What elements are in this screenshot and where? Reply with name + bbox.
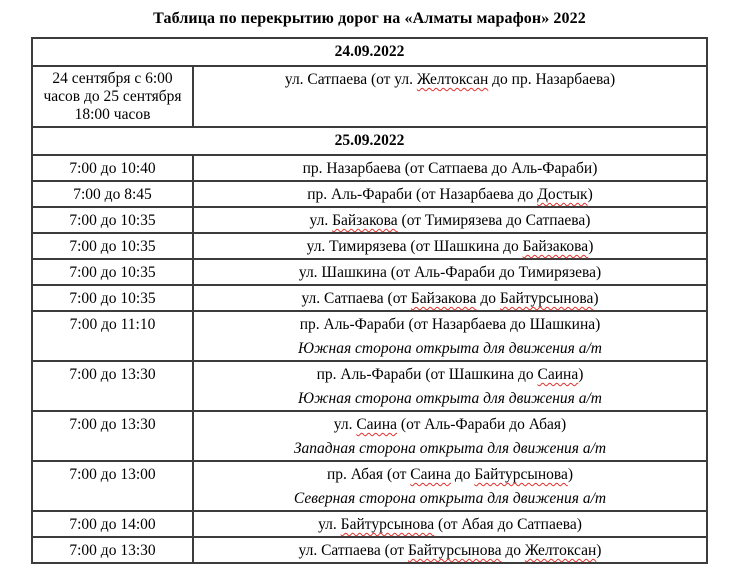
page-title: Таблица по перекрытию дорог на «Алматы марафон» 2022 bbox=[153, 10, 586, 27]
time-cell: 7:00 до 13:30 bbox=[33, 538, 194, 562]
road-text bbox=[198, 365, 702, 384]
open-side-note: Западная сторона открыта для движения а/т bbox=[293, 440, 607, 457]
time-cell: 7:00 до 8:45 bbox=[33, 182, 194, 206]
misspelled-word: Байзакова bbox=[522, 238, 589, 255]
misspelled-word: Байзакова bbox=[410, 290, 477, 307]
time-cell: 7:00 до 13:00 bbox=[33, 462, 194, 510]
road-text-segment: ул. bbox=[333, 416, 357, 433]
table-row bbox=[33, 460, 706, 510]
road-text-segment: до bbox=[501, 542, 525, 559]
table-row bbox=[33, 410, 706, 460]
misspelled-word: Байтурсынова bbox=[340, 516, 435, 533]
road-text-segment: ) bbox=[588, 238, 594, 255]
table-row bbox=[33, 310, 706, 360]
road-text bbox=[198, 515, 702, 534]
misspelled-word: Байтурсынова bbox=[474, 466, 568, 483]
table-row bbox=[33, 206, 706, 232]
open-side-note: Северная сторона открыта для движения а/т bbox=[293, 490, 607, 507]
road-text-segment: ул. Сатпаева (от ул. bbox=[284, 71, 417, 88]
misspelled-word: Достык bbox=[537, 186, 588, 203]
misspelled-word: Саина bbox=[410, 466, 451, 483]
road-text-segment: ) bbox=[567, 466, 574, 483]
time-cell: 7:00 до 11:10 bbox=[33, 312, 194, 360]
road-cell bbox=[194, 512, 706, 536]
road-cell bbox=[194, 67, 706, 126]
misspelled-word: Байтурсынова bbox=[499, 290, 594, 307]
road-text bbox=[198, 237, 702, 256]
road-text bbox=[198, 315, 702, 334]
closure-table bbox=[31, 37, 708, 564]
road-text bbox=[198, 70, 702, 89]
road-text-segment: (от Аль-Фараби до Абая) bbox=[397, 416, 567, 433]
road-text-segment: пр. Аль-Фараби (от Шашкина до bbox=[316, 366, 538, 383]
misspelled-word: Желтоксан bbox=[416, 71, 489, 88]
table-row bbox=[33, 536, 706, 562]
road-cell bbox=[194, 538, 706, 562]
table-row bbox=[33, 360, 706, 410]
road-cell bbox=[194, 312, 706, 360]
road-text bbox=[198, 211, 702, 230]
road-text-segment: ул. Сатпаева (от bbox=[301, 290, 411, 307]
road-cell bbox=[194, 182, 706, 206]
road-cell bbox=[194, 462, 706, 510]
table-row bbox=[33, 232, 706, 258]
table-row bbox=[33, 154, 706, 180]
time-cell: 7:00 до 13:30 bbox=[33, 412, 194, 460]
open-side-note: Южная сторона открыта для движения а/т bbox=[298, 340, 602, 357]
road-text-segment: ул. Шашкина (от Аль-Фараби до Тимирязева) bbox=[298, 264, 602, 281]
road-text-segment: пр. Аль-Фараби (от Назарбаева до bbox=[307, 186, 538, 203]
time-cell: 24 сентября с 6:00 часов до 25 сентября 18:00 часов bbox=[33, 67, 194, 126]
road-text bbox=[198, 263, 702, 282]
time-cell: 7:00 до 10:35 bbox=[33, 208, 194, 232]
road-text-segment: пр. Назарбаева (от Сатпаева до Аль-Фараби) bbox=[302, 160, 598, 177]
misspelled-word: Байтурсынова bbox=[407, 542, 502, 559]
road-text-segment: ) bbox=[587, 186, 593, 203]
table-row bbox=[33, 65, 706, 126]
road-text-segment: ул. bbox=[309, 212, 333, 229]
time-cell: 7:00 до 10:35 bbox=[33, 234, 194, 258]
date-header: 25.09.2022 bbox=[33, 126, 706, 154]
road-text-segment: до bbox=[476, 290, 500, 307]
table-row bbox=[33, 284, 706, 310]
misspelled-word: Саина bbox=[356, 416, 398, 433]
time-cell: 7:00 до 10:35 bbox=[33, 286, 194, 310]
date-header: 24.09.2022 bbox=[334, 43, 405, 60]
road-text bbox=[198, 465, 702, 484]
road-text-segment: пр. Аль-Фараби (от Назарбаева до Шашкина) bbox=[299, 316, 601, 333]
road-text bbox=[198, 159, 702, 178]
table-row bbox=[33, 510, 706, 536]
road-cell bbox=[194, 412, 706, 460]
table-row bbox=[33, 180, 706, 206]
road-text-segment: ) bbox=[596, 542, 602, 559]
road-text bbox=[198, 415, 702, 434]
road-text bbox=[198, 289, 702, 308]
road-cell bbox=[194, 156, 706, 180]
road-text bbox=[198, 541, 702, 560]
misspelled-word: Желтоксан bbox=[524, 542, 597, 559]
road-text-segment: ) bbox=[593, 290, 599, 307]
road-text-segment: до bbox=[450, 466, 475, 483]
road-cell bbox=[194, 286, 706, 310]
road-text-segment: (от Тимирязева до Сатпаева) bbox=[397, 212, 591, 229]
misspelled-word: Байзакова bbox=[332, 212, 398, 229]
open-side-note: Южная сторона открыта для движения а/т bbox=[298, 390, 602, 407]
time-cell: 7:00 до 14:00 bbox=[33, 512, 194, 536]
time-cell: 7:00 до 10:40 bbox=[33, 156, 194, 180]
road-text-segment: ул. Тимирязева (от Шашкина до bbox=[306, 238, 523, 255]
table-row bbox=[33, 258, 706, 284]
road-cell bbox=[194, 234, 706, 258]
road-text-segment: (от Абая до Сатпаева) bbox=[434, 516, 582, 533]
misspelled-word: Саина bbox=[537, 366, 579, 383]
time-cell: 7:00 до 10:35 bbox=[33, 260, 194, 284]
road-text-segment: ) bbox=[578, 366, 584, 383]
road-text-segment: ул. bbox=[318, 516, 341, 533]
road-text-segment: пр. Абая (от bbox=[326, 466, 411, 483]
road-cell bbox=[194, 260, 706, 284]
road-text-segment: до пр. Назарбаева) bbox=[488, 71, 616, 88]
road-text-segment: ул. Сатпаева (от bbox=[298, 542, 408, 559]
time-cell: 7:00 до 13:30 bbox=[33, 362, 194, 410]
road-text bbox=[198, 185, 702, 204]
road-cell bbox=[194, 208, 706, 232]
road-cell bbox=[194, 362, 706, 410]
